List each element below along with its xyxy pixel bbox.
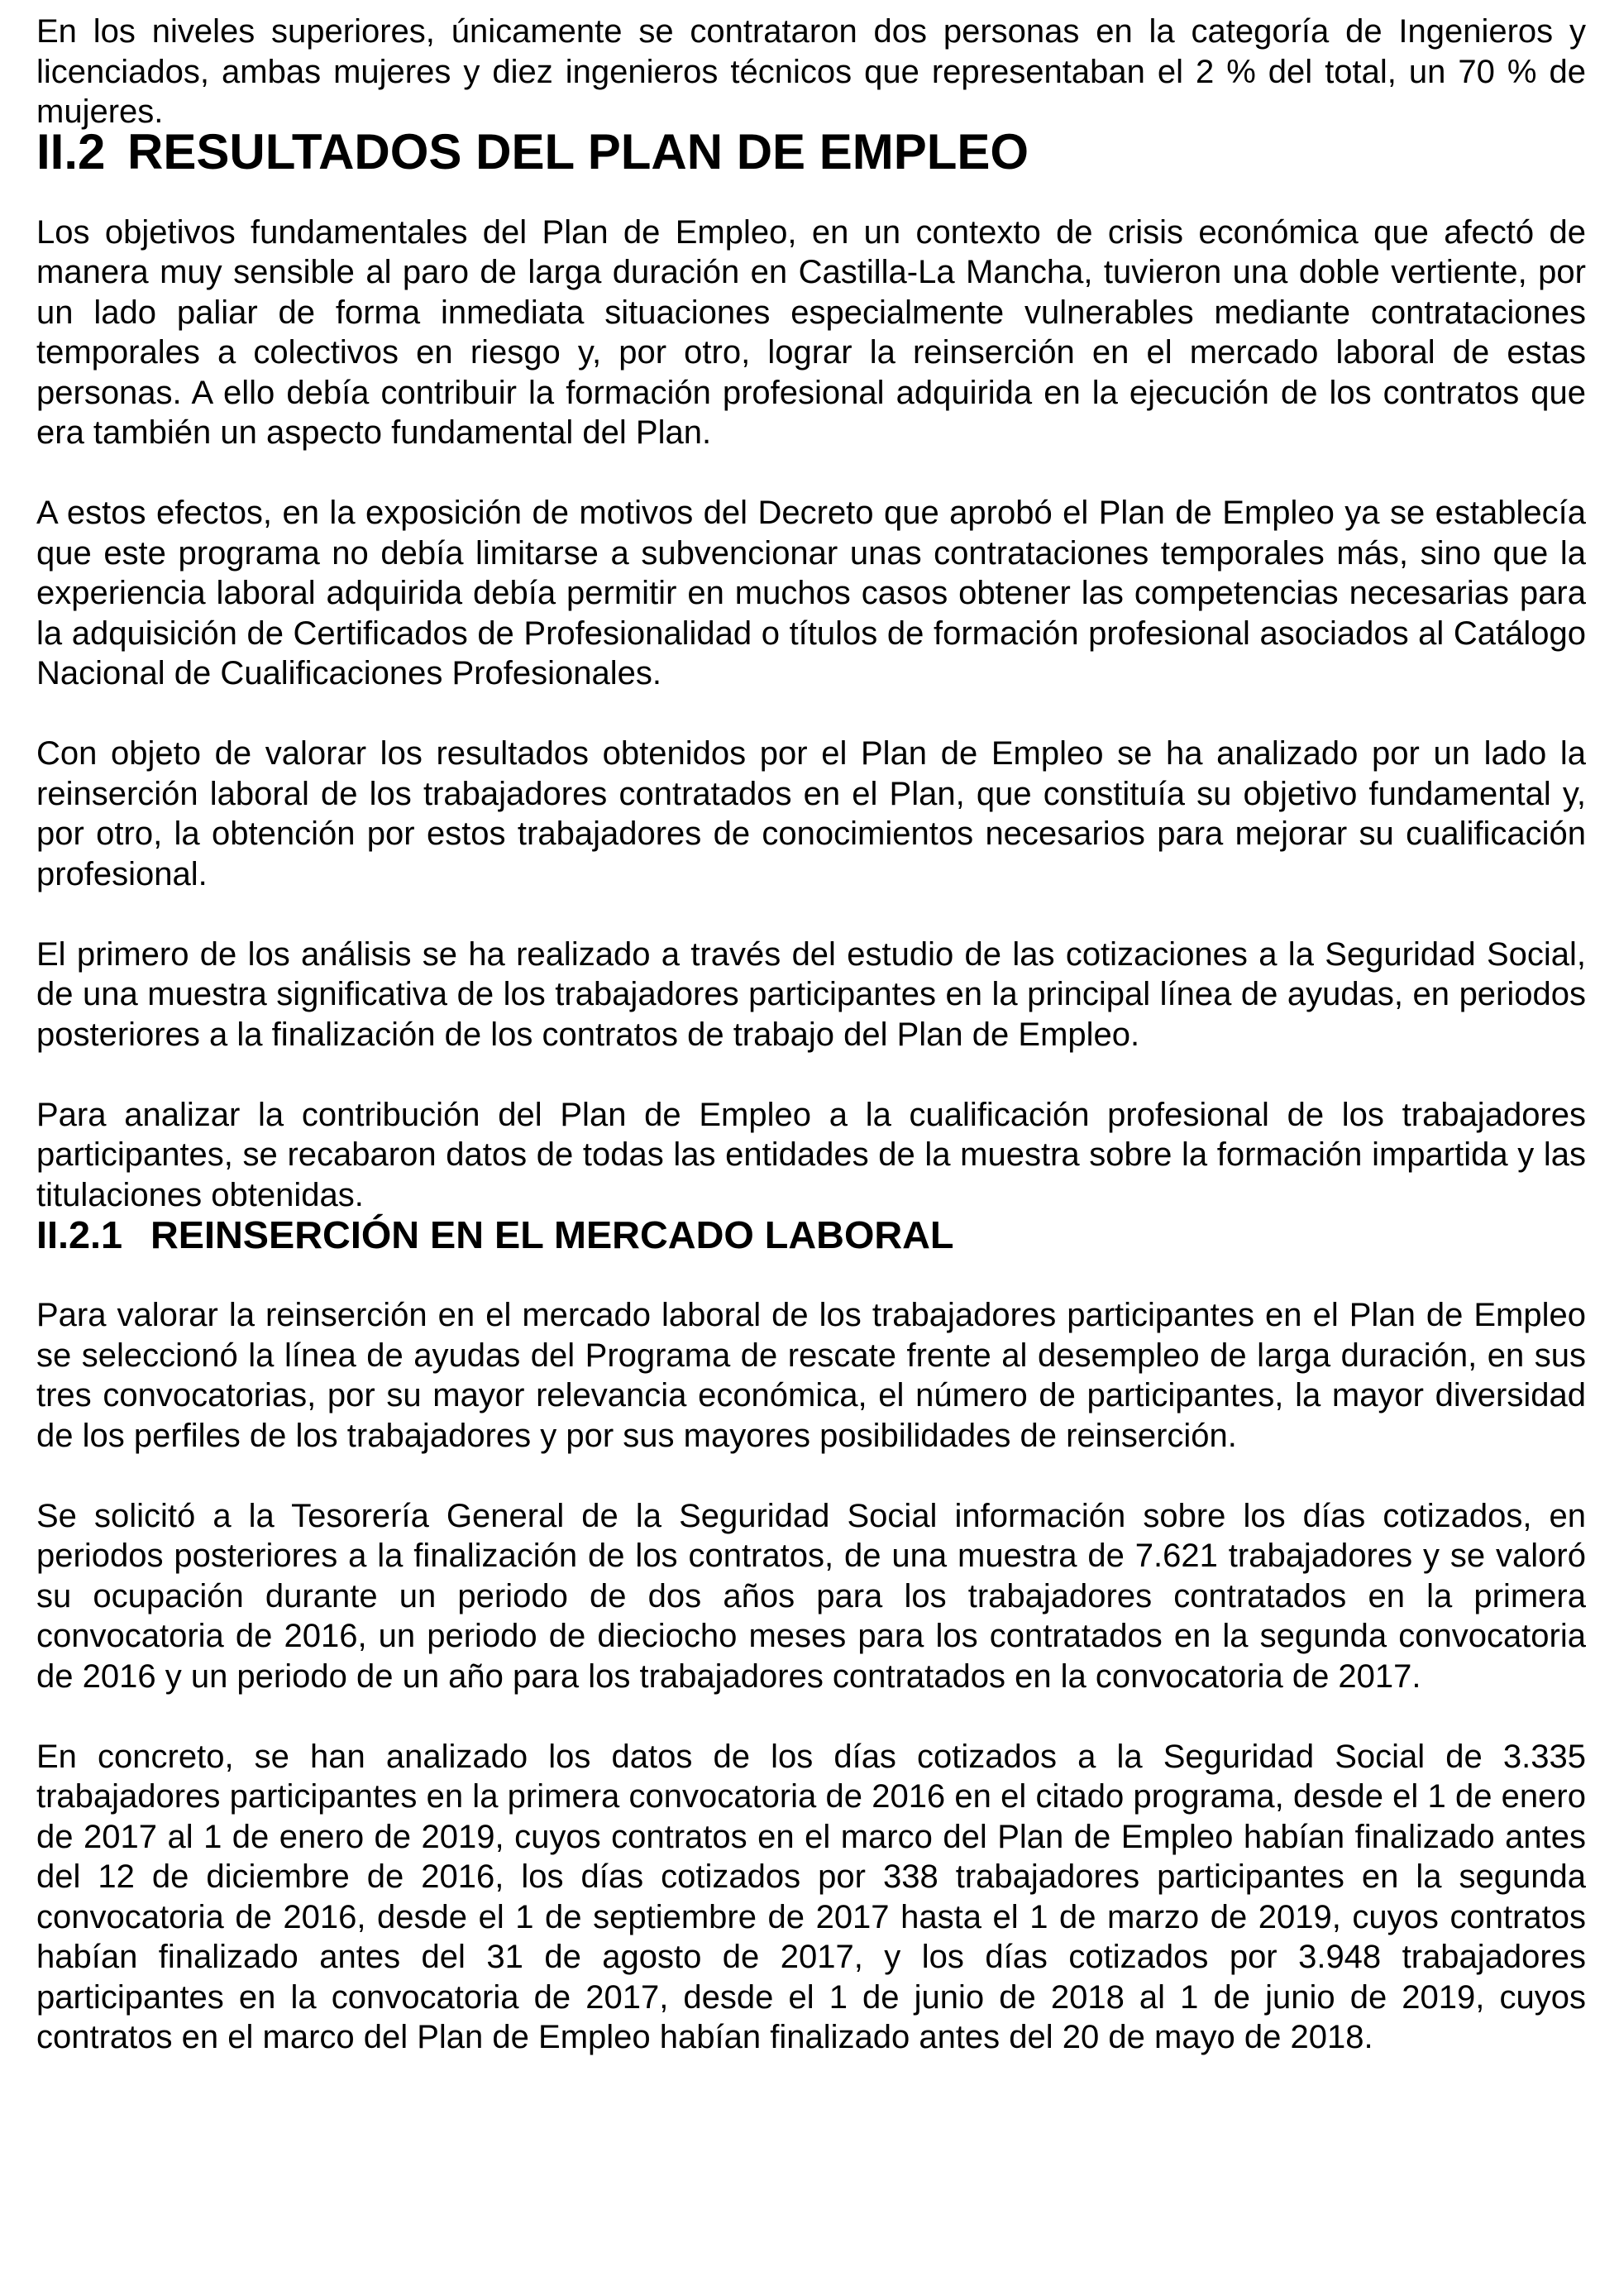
- section-paragraph-assessment: Con objeto de valorar los resultados obtenidos por el Plan de Empleo se ha analizado por un lado la reinserción laboral de los trabajadores contratados en el Plan, que constituía su objetivo fundamental y, por otro, la obtención por estos trabajadores de conocimientos necesarios para mejorar su cualificación profesional.: [36, 735, 1586, 892]
- intro-paragraph: En los niveles superiores, únicamente se contrataron dos personas en la categoría de Ingenieros y licenciados, ambas mujeres y diez ingenieros técnicos que representaban el 2 % del total, un 70 % de mujeres.: [36, 13, 1586, 130]
- subsection-paragraph-request: Se solicitó a la Tesorería General de la Seguridad Social información sobre los días cotizados, en periodos posteriores a la finalización de los contratos, de una muestra de 7.621 trabajadores y se valoró su ocupación durante un periodo de dos años para los trabajadores contratados en la primera convocatoria de 2016, un periodo de dieciocho meses para los contratados en la segunda convocatoria de 2016 y un periodo de un año para los trabajadores contratados en la convocatoria de 2017.: [36, 1497, 1586, 1695]
- section-paragraph-decree: A estos efectos, en la exposición de motivos del Decreto que aprobó el Plan de Empleo ya se establecía que este programa no debía limitarse a subvencionar unas contrataciones temporales más, sino que la experiencia laboral adquirida debía permitir en muchos casos obtener las competencias necesarias para la adquisición de Certificados de Profesionalidad o títulos de formación profesional asociados al Catálogo Nacional de Cualificaciones Profesionales.: [36, 495, 1586, 691]
- section-number: II.2: [36, 123, 106, 179]
- subsection-title: REINSERCIÓN EN EL MERCADO LABORAL: [150, 1213, 954, 1256]
- subsection-number: II.2.1: [36, 1213, 123, 1256]
- section-paragraph-objectives: Los objetivos fundamentales del Plan de Empleo, en un contexto de crisis económica que afectó de manera muy sensible al paro de larga duración en Castilla-La Mancha, tuvieron una doble vertiente, por un lado paliar de forma inmediata situaciones especialmente vulnerables mediante contrataciones temporales a colectivos en riesgo y, por otro, lograr la reinserción en el mercado laboral de estas personas. A ello debía contribuir la formación profesional adquirida en la ejecución de los contratos que era también un aspecto fundamental del Plan.: [36, 213, 1586, 451]
- section-heading: [36, 123, 1586, 179]
- section-paragraph-qualification: Para analizar la contribución del Plan de Empleo a la cualificación profesional de los trabajadores participantes, se recabaron datos de todas las entidades de la muestra sobre la formación impartida y las titulaciones obtenidas.: [36, 1096, 1586, 1213]
- subsection-paragraph-selection: Para valorar la reinserción en el mercado laboral de los trabajadores participantes en el Plan de Empleo se seleccionó la línea de ayudas del Programa de rescate frente al desempleo de larga duración, en sus tres convocatorias, por su mayor relevancia económica, el número de participantes, la mayor diversidad de los perfiles de los trabajadores y por sus mayores posibilidades de reinserción.: [36, 1297, 1586, 1454]
- subsection-paragraph-detail: En concreto, se han analizado los datos de los días cotizados a la Seguridad Social de 3.335 trabajadores participantes en la primera convocatoria de 2016 en el citado programa, desde el 1 de enero de 2017 al 1 de enero de 2019, cuyos contratos en el marco del Plan de Empleo habían finalizado antes del 12 de diciembre de 2016, los días cotizados por 338 trabajadores participantes en la segunda convocatoria de 2016, desde el 1 de septiembre de 2017 hasta el 1 de marzo de 2019, cuyos contratos habían finalizado antes del 31 de agosto de 2017, y los días cotizados por 3.948 trabajadores participantes en la convocatoria de 2017, desde el 1 de junio de 2018 al 1 de junio de 2019, cuyos contratos en el marco del Plan de Empleo habían finalizado antes del 20 de mayo de 2018.: [36, 1738, 1586, 2055]
- subsection-heading: [36, 1215, 1586, 1256]
- section-title: RESULTADOS DEL PLAN DE EMPLEO: [127, 123, 1029, 179]
- section-paragraph-first-analysis: El primero de los análisis se ha realizado a través del estudio de las cotizaciones a la Seguridad Social, de una muestra significativa de los trabajadores participantes en la principal línea de ayudas, en periodos posteriores a la finalización de los contratos de trabajo del Plan de Empleo.: [36, 935, 1586, 1053]
